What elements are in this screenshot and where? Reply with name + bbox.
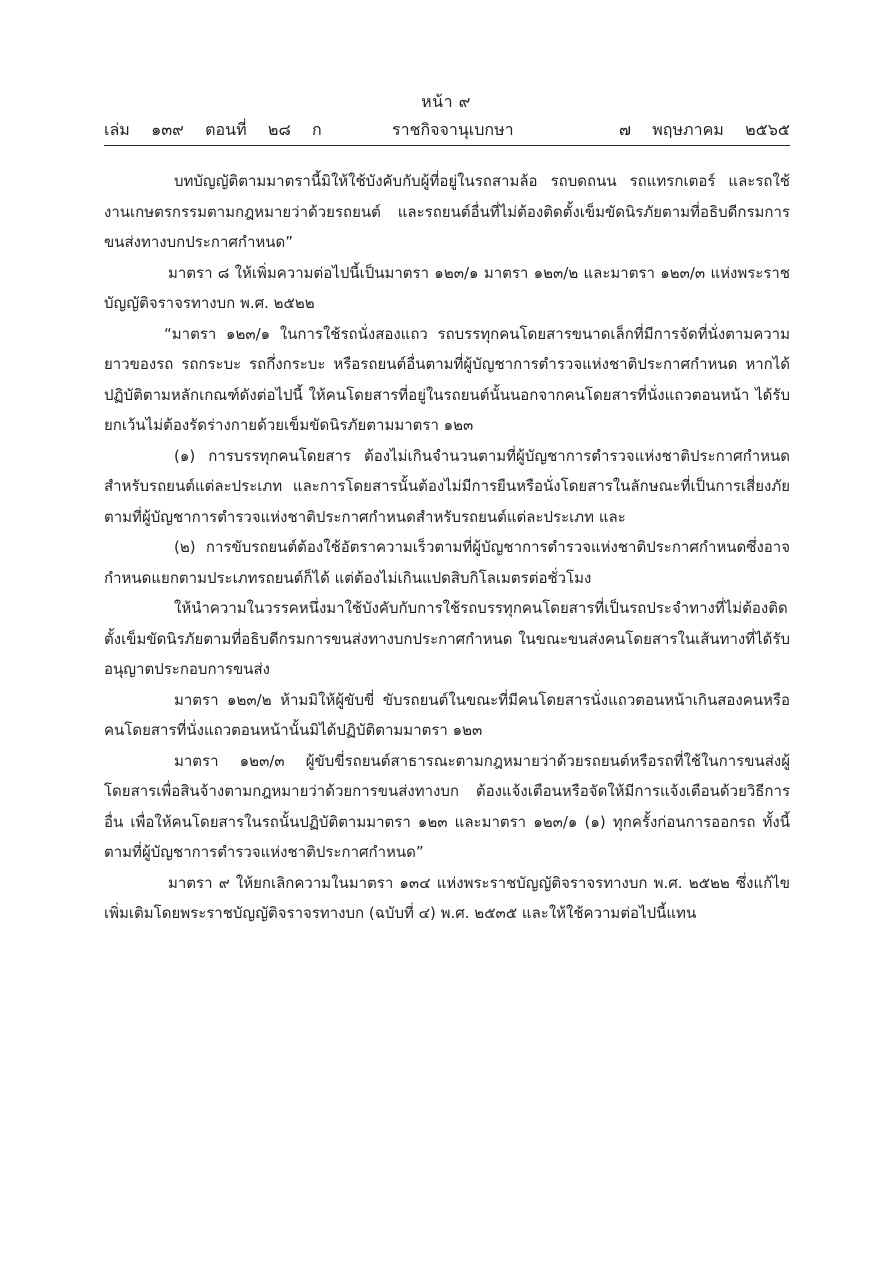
paragraph-section-123-3: มาตรา ๑๒๓/๓ ผู้ขับขี่รถยนต์สาธารณะตามกฎหมายว่าด้วยรถยนต์หรือรถที่ใช้ในการขนส่งผู้โดยสารเพื่อสินจ้างตามกฎหมายว่าด้วยการขนส่งทางบก ต้องแจ้งเตือนหรือจัดให้มีการแจ้งเตือนด้วยวิธีการอื่น เพื่อให้คนโดยสารในรถนั้นปฏิบัติตามมาตรา ๑๒๓ และมาตรา ๑๒๓/๑ (๑) ทุกครั้งก่อนการออกรถ ทั้งนี้ ตามที่ผู้บัญชาการตำรวจแห่งชาติประกาศกำหนด” [104, 751, 790, 861]
header-divider [104, 145, 790, 146]
paragraph-clause-2: (๒) การขับรถยนต์ต้องใช้อัตราความเร็วตามที่ผู้บัญชาการตำรวจแห่งชาติประกาศกำหนดซึ่งอาจกำหนดแยกตามประเภทรถยนต์ก็ได้ แต่ต้องไม่เกินแปดสิบกิโลเมตรต่อชั่วโมง [104, 538, 790, 587]
gazette-name: ราชกิจจานุเบกษา [392, 120, 514, 139]
volume-issue: เล่ม ๑๓๙ ตอนที่ ๒๘ ก [104, 120, 322, 139]
header-row [104, 118, 790, 140]
paragraph-section-8: มาตรา ๘ ให้เพิ่มความต่อไปนี้เป็นมาตรา ๑๒๓/๑ มาตรา ๑๒๓/๒ และมาตรา ๑๒๓/๓ แห่งพระราชบัญญัติจราจรทางบก พ.ศ. ๒๕๒๒ [104, 263, 790, 312]
paragraph-section-9: มาตรา ๙ ให้ยกเลิกความในมาตรา ๑๓๔ แห่งพระราชบัญญัติจราจรทางบก พ.ศ. ๒๕๒๒ ซึ่งแก้ไขเพิ่มเติมโดยพระราชบัญญัติจราจรทางบก (ฉบับที่ ๔) พ.ศ. ๒๕๓๕ และให้ใช้ความต่อไปนี้แทน [104, 873, 790, 922]
paragraph-exemption: บทบัญญัติตามมาตรานี้มิให้ใช้บังคับกับผู้ที่อยู่ในรถสามล้อ รถบดถนน รถแทรกเตอร์ และรถใช้งานเกษตรกรรมตามกฎหมายว่าด้วยรถยนต์ และรถยนต์อื่นที่ไม่ต้องติดตั้งเข็มขัดนิรภัยตามที่อธิบดีกรมการขนส่งทางบกประกาศกำหนด” [104, 172, 790, 251]
paragraph-section-123-1: “มาตรา ๑๒๓/๑ ในการใช้รถนั่งสองแถว รถบรรทุกคนโดยสารขนาดเล็กที่มีการจัดที่นั่งตามความยาวของรถ รถกระบะ รถกึ่งกระบะ หรือรถยนต์อื่นตามที่ผู้บัญชาการตำรวจแห่งชาติประกาศกำหนด หากได้ปฏิบัติตามหลักเกณฑ์ดังต่อไปนี้ ให้คนโดยสารที่อยู่ในรถยนต์นั้นนอกจากคนโดยสารที่นั่งแถวตอนหน้า ได้รับยกเว้นไม่ต้องรัดร่างกายด้วยเข็มขัดนิรภัยตามมาตรา ๑๒๓ [104, 324, 790, 434]
paragraph-bus-application: ให้นำความในวรรคหนึ่งมาใช้บังคับกับการใช้รถบรรทุกคนโดยสารที่เป็นรถประจำทางที่ไม่ต้องติดตั้งเข็มขัดนิรภัยตามที่อธิบดีกรมการขนส่งทางบกประกาศกำหนด ในขณะขนส่งคนโดยสารในเส้นทางที่ได้รับอนุญาตประกอบการขนส่ง [104, 599, 790, 678]
paragraph-clause-1: (๑) การบรรทุกคนโดยสาร ต้องไม่เกินจำนวนตามที่ผู้บัญชาการตำรวจแห่งชาติประกาศกำหนดสำหรับรถยนต์แต่ละประเภท และการโดยสารนั้นต้องไม่มีการยืนหรือนั่งโดยสารในลักษณะที่เป็นการเสี่ยงภัยตามที่ผู้บัญชาการตำรวจแห่งชาติประกาศกำหนดสำหรับรถยนต์แต่ละประเภท และ [104, 446, 790, 526]
document-body [104, 166, 790, 929]
paragraph-section-123-2: มาตรา ๑๒๓/๒ ห้ามมิให้ผู้ขับขี่ ขับรถยนต์ในขณะที่มีคนโดยสารนั่งแถวตอนหน้าเกินสองคนหรือคนโดยสารที่นั่งแถวตอนหน้านั้นมิได้ปฏิบัติตามมาตรา ๑๒๓ [104, 690, 790, 739]
page-number: หน้า ๙ [421, 92, 471, 111]
issue-date: ๗ พฤษภาคม ๒๕๖๕ [618, 120, 790, 139]
